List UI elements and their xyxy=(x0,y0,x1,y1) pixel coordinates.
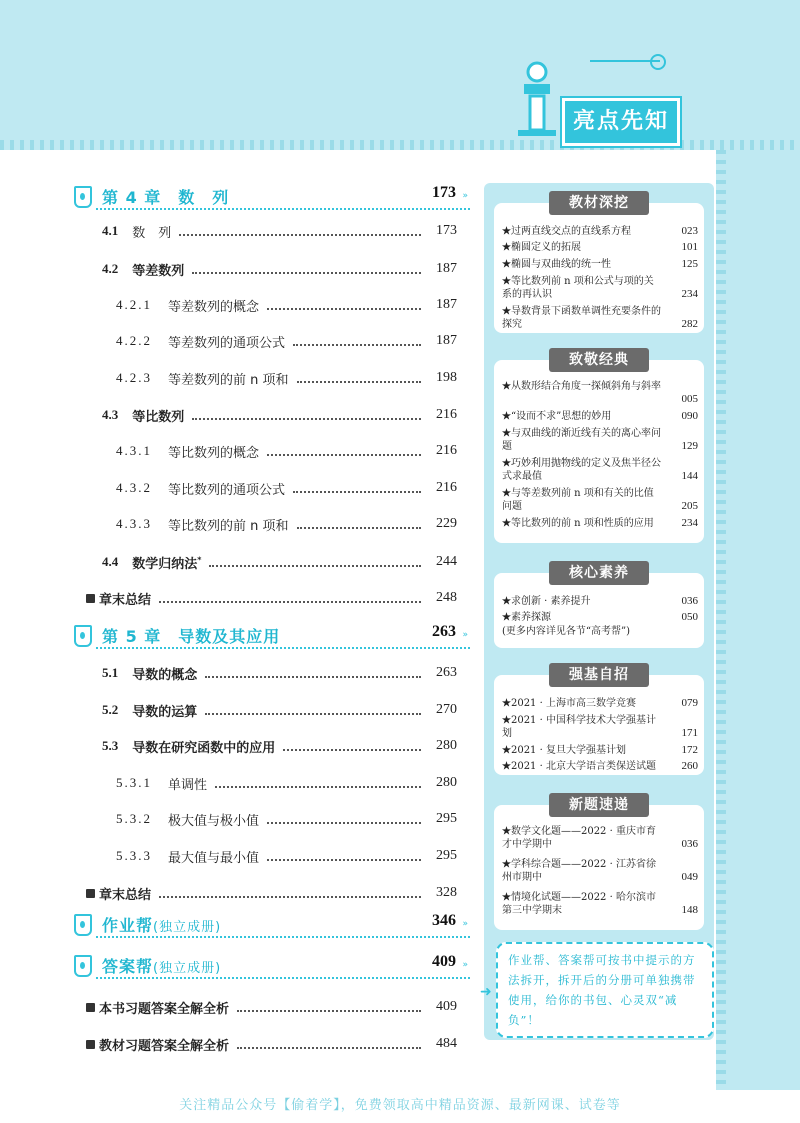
section-heading: 新题速递 xyxy=(549,793,649,817)
chevron-icon: » xyxy=(462,630,468,640)
answer-book-heading[interactable]: 答案帮(独立成册) 409 » xyxy=(70,952,470,980)
top-banner xyxy=(0,0,800,150)
bookmark-icon xyxy=(74,955,92,977)
toc-row[interactable]: 4.2.2 等差数列的通项公式 187 xyxy=(116,333,457,351)
toc-row[interactable]: 5.3.3 最大值与最小值 295 xyxy=(116,848,457,866)
bullet-icon xyxy=(86,889,95,898)
section-note: (更多内容详见各节“高考帮”) xyxy=(502,626,631,637)
toc-row[interactable]: 5.3 导数在研究函数中的应用 280 xyxy=(102,738,457,756)
list-item[interactable]: ★素养探源 050 xyxy=(502,611,698,623)
list-item[interactable]: ★学科综合题——2022 · 江苏省徐州市期中 xyxy=(502,859,656,883)
section-classics: 致敬经典 ★从数形结合角度一探倾斜角与斜率 005 ★“设而不求”思想的妙用 090 ★与双曲线的渐近线有关的离心率问题 129 ★巧妙利用抛物线的定义及焦半径公式求最值 144 ★与等差数列前 n 项和有关的比值问题 205 ★等比数列的前 n 项和性质的应用 234 xyxy=(494,360,704,543)
list-item[interactable]: ★2021 · 北京大学语言类保送试题 260 xyxy=(502,760,698,772)
list-item[interactable]: ★2021 · 复旦大学强基计划 172 xyxy=(502,744,698,756)
list-item[interactable]: ★椭圆与双曲线的统一性 125 xyxy=(502,258,698,270)
toc-row[interactable]: 4.2 等差数列 187 xyxy=(102,261,457,279)
list-item[interactable]: ★情境化试题——2022 · 哈尔滨市第三中学期末 xyxy=(502,892,656,916)
right-strip xyxy=(716,150,800,1090)
toc-row[interactable]: 4.2.3 等差数列的前 n 项和 198 xyxy=(116,370,457,388)
chevron-icon: » xyxy=(462,960,468,970)
bookmark-icon xyxy=(74,186,92,208)
list-item[interactable]: ★巧妙利用抛物线的定义及焦半径公式求最值 xyxy=(502,458,661,482)
chapter-page: 409 xyxy=(432,953,456,970)
list-item[interactable]: ★过两直线交点的直线系方程 023 xyxy=(502,225,698,237)
chapter-title: 第 5 章 导数及其应用 xyxy=(102,627,281,646)
toc-row[interactable]: 4.1 数 列 173 xyxy=(102,223,457,241)
list-item[interactable]: ★数学文化题——2022 · 重庆市育才中学期中 xyxy=(502,826,656,850)
chevron-icon: » xyxy=(462,919,468,929)
section-new-questions: 新题速递 ★数学文化题——2022 · 重庆市育才中学期中 036 ★学科综合题——2022 · 江苏省徐州市期中 049 ★情境化试题——2022 · 哈尔滨市第三中学期末 148 xyxy=(494,805,704,930)
answer-row[interactable]: 教材习题答案全解全析 484 xyxy=(86,1033,457,1055)
tip-text: 作业帮、答案帮可按书中提示的方法拆开，拆开后的分册可单独携带使用，给你的书包、心灵双“减负”！ xyxy=(496,942,714,1038)
list-item[interactable]: ★椭圆定义的拓展 101 xyxy=(502,241,698,253)
homework-book-heading[interactable]: 作业帮(独立成册) 346 » xyxy=(70,911,470,939)
toc-row[interactable]: 5.3.1 单调性 280 xyxy=(116,775,457,793)
toc-row[interactable]: 4.3.1 等比数列的概念 216 xyxy=(116,443,457,461)
section-core-literacy xyxy=(494,565,704,648)
bullet-icon xyxy=(86,1040,95,1049)
list-item[interactable]: ★与双曲线的渐近线有关的离心率问题 xyxy=(502,428,661,452)
toc-row[interactable]: 5.1 导数的概念 263 xyxy=(102,665,457,683)
list-item[interactable]: ★2021 · 上海市高三数学竞赛 079 xyxy=(502,697,698,709)
bullet-icon xyxy=(86,1003,95,1012)
bookmark-icon xyxy=(74,914,92,936)
chapter-4-heading[interactable] xyxy=(70,183,470,211)
toc-row[interactable]: 5.2 导数的运算 270 xyxy=(102,702,457,720)
section-heading: 致敬经典 xyxy=(549,348,649,372)
chapter-title: 第 4 章 数 列 xyxy=(102,188,230,207)
list-item[interactable]: ★从数形结合角度一探倾斜角与斜率 xyxy=(502,381,661,392)
list-item[interactable]: ★等比数列的前 n 项和性质的应用 234 xyxy=(502,517,698,529)
list-item[interactable]: ★与等差数列前 n 项和有关的比值问题 xyxy=(502,488,654,512)
toc-row[interactable]: 5.3.2 极大值与极小值 295 xyxy=(116,811,457,829)
list-item[interactable]: ★2021 · 中国科学技术大学强基计划 xyxy=(502,715,656,739)
section-textbook: 教材深挖 ★过两直线交点的直线系方程 023 ★椭圆定义的拓展 101 ★椭圆与双曲线的统一性 125 ★等比数列前 n 项和公式与项的关系的再认识 234 ★导数背景下函数单调性充要条件的探究 282 xyxy=(494,203,704,333)
chapter-summary-row[interactable]: 章末总结 328 xyxy=(86,882,457,904)
header-badge: 亮点先知 xyxy=(562,98,680,146)
list-item[interactable]: ★“设而不求”思想的妙用 090 xyxy=(502,410,698,422)
chapter-page: 173 xyxy=(432,184,456,201)
chapter-page: 346 xyxy=(432,912,456,929)
answer-row[interactable]: 本书习题答案全解全析 409 xyxy=(86,996,457,1018)
toc-row[interactable]: 4.3 等比数列 216 xyxy=(102,407,457,425)
toc-row[interactable]: 4.2.1 等差数列的概念 187 xyxy=(116,297,457,315)
bookmark-icon xyxy=(74,625,92,647)
chapter-summary-row[interactable]: 章末总结 248 xyxy=(86,587,457,609)
chapter-5-heading[interactable] xyxy=(70,622,470,650)
chapter-page: 263 xyxy=(432,623,456,640)
section-heading: 强基自招 xyxy=(549,663,649,687)
list-item[interactable]: ★等比数列前 n 项和公式与项的关系的再认识 xyxy=(502,276,654,300)
section-heading: 教材深挖 xyxy=(549,191,649,215)
toc-row[interactable]: 4.4 数学归纳法* 244 xyxy=(102,554,457,572)
section-strong-base: 强基自招 ★2021 · 上海市高三数学竞赛 079 ★2021 · 中国科学技术大学强基计划 171 ★2021 · 复旦大学强基计划 172 ★2021 · 北京大学语言类保送试题 260 xyxy=(494,675,704,775)
footer-watermark: 关注精品公众号【偷着学】，免费领取高中精品资源、最新网课、试卷等 xyxy=(179,1098,621,1113)
toc-row[interactable]: 4.3.2 等比数列的通项公式 216 xyxy=(116,480,457,498)
highlights-sidebar xyxy=(484,183,714,1040)
list-item[interactable]: ★求创新 · 素养提升 036 xyxy=(502,595,698,607)
bullet-icon xyxy=(86,594,95,603)
toc-row[interactable]: 4.3.3 等比数列的前 n 项和 229 xyxy=(116,516,457,534)
tip-box xyxy=(480,942,714,1038)
list-item[interactable]: ★导数背景下函数单调性充要条件的探究 xyxy=(502,306,661,330)
chevron-icon: » xyxy=(462,191,468,201)
mascot-icon xyxy=(512,58,562,138)
arrow-right-icon: ➜ xyxy=(480,984,492,1000)
bulb-icon xyxy=(650,54,666,70)
section-heading: 核心素养 xyxy=(549,561,649,585)
